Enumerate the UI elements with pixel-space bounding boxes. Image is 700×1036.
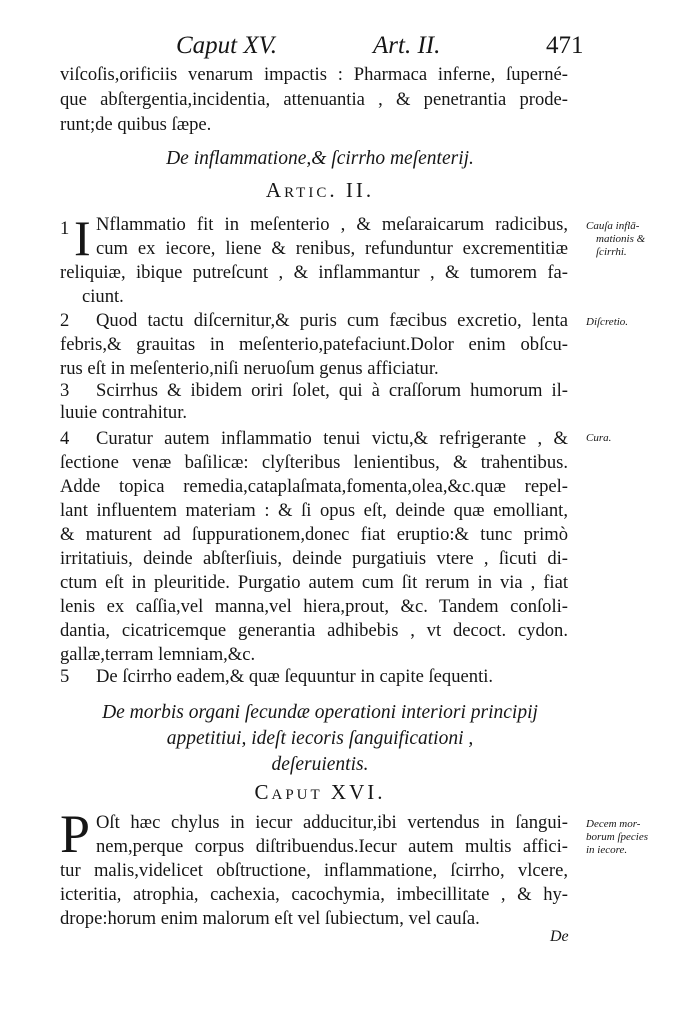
item-line: Scirrhus & ibidem oriri ſolet, qui à craſſorum humorum il- bbox=[96, 380, 568, 401]
chapter-title-line: appetitiui, ideſt iecoris ſanguificationi , bbox=[166, 728, 474, 749]
drop-cap: I bbox=[74, 210, 91, 266]
continuation-line: que abſtergentia,incidentia, attenuantia , & penetrantia prode- bbox=[60, 89, 568, 110]
paragraph-line: Oſt hæc chylus in iecur adducitur,ibi vertendus in ſangui- bbox=[96, 812, 568, 833]
item-line: dantia, cicatricemque generantia adhibebis , vt decoct. cydon. bbox=[60, 620, 568, 641]
item-number: 5 bbox=[60, 666, 70, 687]
item-number: 3 bbox=[60, 380, 70, 401]
paragraph-line: icteritia, atrophia, cachexia, cacochymia, imbecillitate , & hy- bbox=[60, 884, 568, 905]
margin-note-line: Cauſa inflā- bbox=[586, 220, 640, 232]
item-line: De ſcirrho eadem,& quæ ſequuntur in capite ſequenti. bbox=[96, 666, 494, 687]
margin-note-line: ſcirrhi. bbox=[596, 246, 627, 258]
running-head-chapter: Caput XV. bbox=[176, 32, 277, 59]
margin-note-species bbox=[586, 818, 698, 857]
margin-note-diagnosis bbox=[586, 316, 698, 329]
item-line: cum ex iecore, liene & renibus, refunduntur excrementitiæ bbox=[96, 238, 568, 259]
drop-cap: P bbox=[60, 804, 91, 864]
margin-note-cure bbox=[586, 432, 698, 445]
chapter-title-line: De morbis organi ſecundæ operationi interiori principij bbox=[102, 702, 538, 723]
chapter-heading: Caput XVI. bbox=[254, 780, 386, 804]
margin-note-line: Diſcretio. bbox=[586, 316, 629, 328]
item-line: ciunt. bbox=[82, 286, 124, 307]
margin-note-line: in iecore. bbox=[586, 844, 628, 856]
item-line: luuie contrahitur. bbox=[60, 402, 188, 423]
catchword: De bbox=[550, 928, 569, 945]
margin-note-cause bbox=[586, 220, 698, 259]
article-heading: Artic. II. bbox=[265, 178, 375, 202]
paragraph-line: tur malis,videlicet obſtructione, inflammatione, ſcirrho, vlcere, bbox=[60, 860, 568, 881]
margin-note-line: Decem mor- bbox=[586, 818, 641, 830]
page-number: 471 bbox=[546, 32, 584, 59]
item-line: reliquiæ, ibique putreſcunt , & inflammantur , & tumorem fa- bbox=[60, 262, 568, 283]
chapter-title-line: deſeruientis. bbox=[271, 754, 369, 775]
item-line: lant influentem materiam : & ſi opus eſt, deinde quæ emolliant, bbox=[60, 500, 568, 521]
item-line: rus eſt in meſenterio,niſi neruoſum genus afficiatur. bbox=[60, 358, 439, 379]
item-number: 2 bbox=[60, 310, 70, 331]
item-line: gallæ,terram lemniam,&c. bbox=[60, 644, 256, 665]
item-line: Adde topica remedia,cataplaſmata,fomenta,olea,&c.quæ repel- bbox=[60, 476, 568, 497]
continuation-line: viſcoſis,orificiis venarum impactis : Pharmaca inferne, ſuperné- bbox=[60, 64, 568, 85]
continuation-line: runt;de quibus ſæpe. bbox=[60, 114, 212, 135]
margin-note-line: Cura. bbox=[586, 432, 612, 444]
item-line: Quod tactu diſcernitur,& puris cum fæcibus excretio, lenta bbox=[96, 310, 568, 331]
item-line: febris,& grauitas in meſenterio,patefaciunt.Dolor enim obſcu- bbox=[60, 334, 568, 355]
item-line: irritatiuis, deinde abſterſiuis, deinde purgatiuis vtere , ſicuti di- bbox=[60, 548, 568, 569]
margin-note-line: borum ſpecies bbox=[586, 831, 649, 843]
item-line: Nflammatio fit in meſenterio , & meſaraicarum radicibus, bbox=[96, 214, 568, 235]
section-title: De inflammatione,& ſcirrho meſenterij. bbox=[166, 148, 474, 169]
margin-note-line: mationis & bbox=[596, 233, 646, 245]
item-line: & maturent ad ſuppurationem,donec fiat eruptio:& tunc primò bbox=[60, 524, 568, 545]
item-line: lenis ex caſſia,vel manna,vel hiera,prout, &c. Tandem conſoli- bbox=[60, 596, 568, 617]
item-line: ſectione venæ baſilicæ: clyſteribus lenientibus, & trahentibus. bbox=[60, 452, 568, 473]
paragraph-line: drope:horum enim malorum eſt vel ſubiectum, vel cauſa. bbox=[60, 908, 480, 929]
item-line: Curatur autem inflammatio tenui victu,& refrigerante , & bbox=[96, 428, 568, 449]
paragraph-line: nem,perque corpus diſtribuendus.Iecur autem multis affici- bbox=[96, 836, 568, 857]
item-number: 1 bbox=[60, 218, 70, 239]
running-head-article: Art. II. bbox=[373, 32, 441, 59]
item-number: 4 bbox=[60, 428, 70, 449]
item-line: ctum eſt in pleuritide. Purgatio autem cum ſit rerum in via , fiat bbox=[60, 572, 568, 593]
